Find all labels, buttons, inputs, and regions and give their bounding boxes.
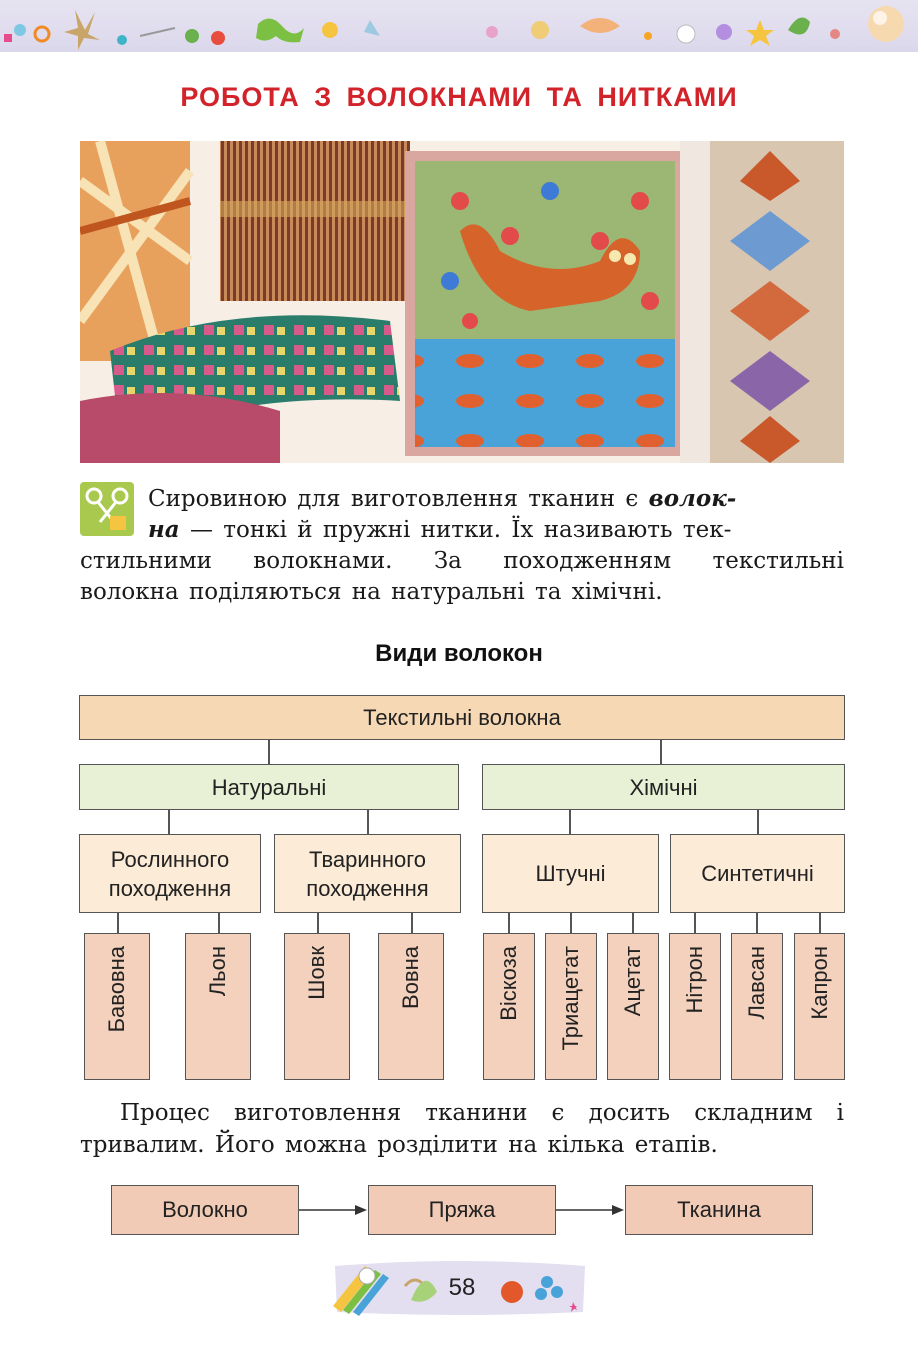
root-box: Текстильні волокна bbox=[79, 695, 845, 740]
connector bbox=[660, 739, 662, 765]
intro-term-2: на bbox=[148, 516, 180, 543]
leaf-box bbox=[378, 933, 444, 1080]
leaf-label: Ацетат bbox=[620, 946, 645, 1017]
intro-text-1a: Сировиною для виготовлення тканин є bbox=[148, 486, 639, 512]
connector bbox=[117, 912, 119, 934]
intro-text-4: волокна поділяються на натуральні та хімічні. bbox=[80, 579, 663, 605]
connector bbox=[694, 912, 696, 934]
diagram-title: Види волокон bbox=[375, 640, 543, 667]
connector bbox=[317, 912, 319, 934]
connector bbox=[508, 912, 510, 934]
flow-step-fabric: Тканина bbox=[625, 1185, 813, 1235]
leaf-label: Шовк bbox=[304, 946, 329, 1000]
arrow-right-icon bbox=[299, 1200, 369, 1220]
leaf-box bbox=[669, 933, 721, 1080]
connector bbox=[367, 809, 369, 835]
connector bbox=[570, 912, 572, 934]
leaf-label: Віскоза bbox=[496, 946, 521, 1021]
leaf-box bbox=[185, 933, 251, 1080]
intro-text-2: — тонкі й пружні нитки. Їх називають тек- bbox=[189, 517, 732, 543]
intro-term-1: волок- bbox=[648, 485, 737, 512]
leaf-box bbox=[483, 933, 535, 1080]
intro-text-3: стильними волокнами. За походженням текстильні bbox=[80, 548, 844, 574]
connector bbox=[411, 912, 413, 934]
flow-step-fiber: Волокно bbox=[111, 1185, 299, 1235]
arrow-right-icon bbox=[556, 1200, 626, 1220]
leaf-label: Триацетат bbox=[558, 946, 583, 1051]
leaf-box bbox=[284, 933, 350, 1080]
leaf-label: Вовна bbox=[398, 946, 423, 1009]
decorative-icons bbox=[0, 0, 918, 56]
leaf-label: Бавовна bbox=[104, 946, 129, 1033]
connector bbox=[819, 912, 821, 934]
leaf-box bbox=[84, 933, 150, 1080]
scissors-thread-icon bbox=[80, 482, 134, 536]
process-text-1: Процес виготовлення тканини є досить складним і bbox=[120, 1100, 844, 1126]
leaf-box bbox=[794, 933, 845, 1080]
leaf-label: Капрон bbox=[806, 946, 832, 1020]
synthetic-box: Синтетичні bbox=[670, 834, 845, 913]
connector bbox=[168, 809, 170, 835]
connector bbox=[218, 912, 220, 934]
leaf-box bbox=[545, 933, 597, 1080]
connector bbox=[756, 912, 758, 934]
connector bbox=[569, 809, 571, 835]
leaf-label: Льон bbox=[205, 946, 230, 997]
natural-fibers-box: Натуральні bbox=[79, 764, 459, 810]
connector bbox=[268, 739, 270, 765]
chemical-fibers-box: Хімічні bbox=[482, 764, 845, 810]
plant-origin-box: Рослинного походження bbox=[79, 834, 261, 913]
process-text-2: тривалим. Його можна розділити на кілька етапів. bbox=[80, 1132, 718, 1158]
flow-step-yarn: Пряжа bbox=[368, 1185, 556, 1235]
textile-photo-collage bbox=[80, 141, 844, 463]
leaf-box bbox=[607, 933, 659, 1080]
leaf-label: Лавсан bbox=[744, 946, 769, 1020]
leaf-label: Нітрон bbox=[682, 946, 707, 1014]
connector bbox=[632, 912, 634, 934]
page-number: 58 bbox=[448, 1274, 476, 1301]
animal-origin-box: Тваринного походження bbox=[274, 834, 461, 913]
connector bbox=[757, 809, 759, 835]
leaf-box bbox=[731, 933, 783, 1080]
artificial-box: Штучні bbox=[482, 834, 659, 913]
page-title: РОБОТА З ВОЛОКНАМИ ТА НИТКАМИ bbox=[180, 82, 738, 112]
